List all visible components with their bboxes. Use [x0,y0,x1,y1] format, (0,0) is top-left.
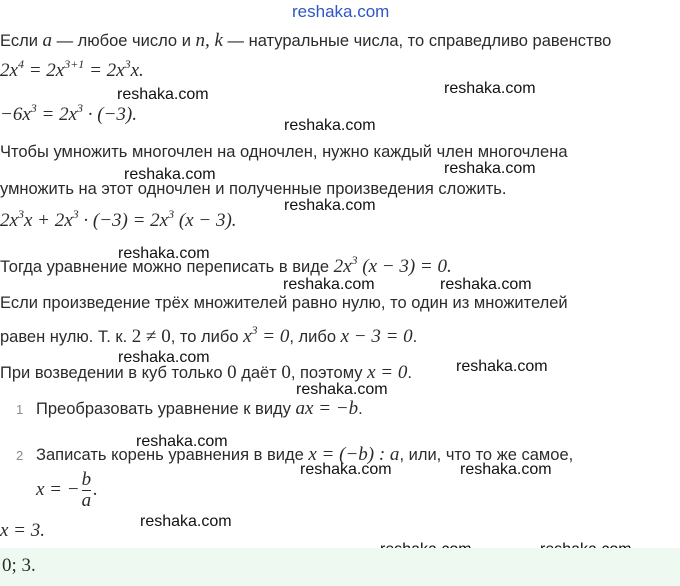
watermark: reshaka.com [440,276,532,293]
watermark: reshaka.com [140,513,232,530]
watermark: reshaka.com [456,358,548,375]
answer-box [0,548,680,586]
rule-text-line-1: Чтобы умножить многочлен на одночлен, нужно каждый член многочлена [0,143,568,161]
cube-text: При возведении в куб только 0 даёт 0, поэтому x = 0. [0,362,412,383]
step-number: 1 [16,402,24,417]
watermark: reshaka.com [444,80,536,97]
step-number: 2 [16,448,24,463]
equation-2: $-6x^3 = 2x^3 \cdot (-3)$. [0,101,138,125]
watermark: reshaka.com [284,117,376,134]
watermark: reshaka.com [283,276,375,293]
rewrite-text: Тогда уравнение можно переписать в виде $2x^3$ (x − 3) = 0. [0,253,452,277]
watermark: reshaka.com [136,433,228,450]
result: x = 3. [0,520,46,541]
equation-1: $2x^4 = 2x^{3+1} = 2x^3x$. [0,57,144,81]
watermark: reshaka.com [117,86,209,103]
watermark: reshaka.com [460,461,552,478]
watermark: reshaka.com [292,2,390,21]
watermark: reshaka.com [296,381,388,398]
rule-text-line-2: умножить на этот одночлен и полученные произведения сложить. [0,180,507,198]
step-1-text: Преобразовать уравнение к виду ax = −b. [36,398,363,419]
watermark: reshaka.com [124,166,216,183]
watermark: reshaka.com [118,245,210,262]
watermark: reshaka.com [444,160,536,177]
equation-3: $2x^3x + 2x^3 \cdot (-3) = 2x^3$ (x − 3). [0,207,237,231]
watermark: reshaka.com [118,349,210,366]
intro-text: Если a — любое число и n, k — натуральные числа, то справедливо равенство [0,30,612,51]
zero-product-text-2: равен нулю. Т. к. 2 ≠ 0, то либо $x^3 = 0$, либо x − 3 = 0. [0,323,418,347]
step-2-text: Записать корень уравнения в виде x = (−b) : a, или, что то же самое, [36,444,574,465]
watermark: reshaka.com [284,197,376,214]
watermark: reshaka.com [300,461,392,478]
answer-text: 0; 3. [2,555,36,576]
step-2-formula: x = − $\frac{b}{a}$ . [36,469,98,511]
zero-product-text-1: Если произведение трёх множителей равно нулю, то один из множителей [0,294,568,312]
